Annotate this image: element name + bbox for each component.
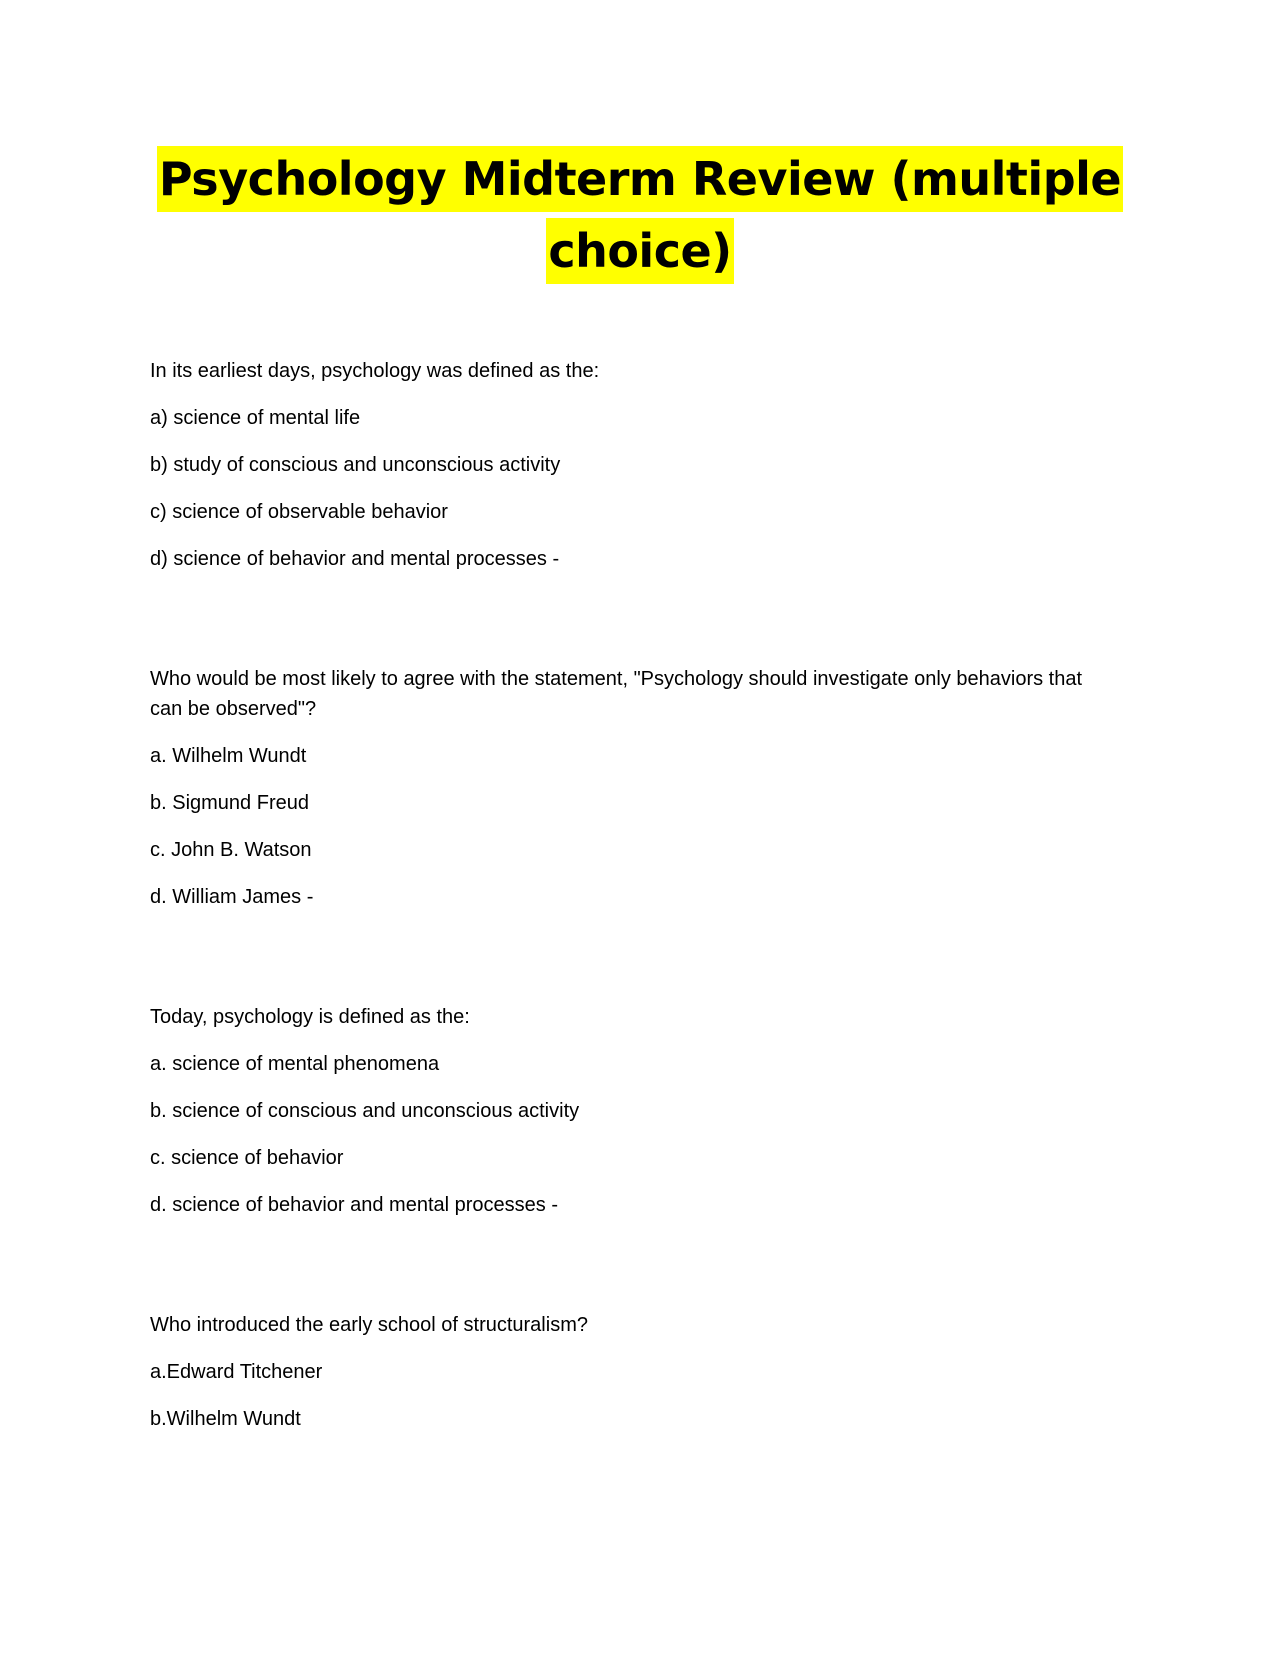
answer-option-d: d. William James - <box>150 886 314 908</box>
answer-option-c: c. John B. Watson <box>150 839 312 861</box>
answer-option-d: d) science of behavior and mental processes - <box>150 548 560 570</box>
answer-option-a: a) science of mental life <box>150 407 361 429</box>
question-text: In its earliest days, psychology was defined as the: <box>150 360 600 382</box>
title-line-2: choice) <box>546 218 733 284</box>
question-4 <box>150 1310 1110 1434</box>
question-3 <box>150 1002 1110 1220</box>
answer-option-d: d. science of behavior and mental processes - <box>150 1194 558 1216</box>
answer-option-c: c. science of behavior <box>150 1147 344 1169</box>
answer-option-a: a.Edward Titchener <box>150 1361 323 1383</box>
question-text: Today, psychology is defined as the: <box>150 1006 470 1028</box>
question-text: Who introduced the early school of structuralism? <box>150 1314 588 1336</box>
questions-list <box>150 356 1110 1451</box>
answer-option-b: b. Sigmund Freud <box>150 792 309 814</box>
question-text: Who would be most likely to agree with the statement, "Psychology should investigate only behaviors that can be observed"? <box>150 668 1083 720</box>
question-1 <box>150 356 1110 574</box>
answer-option-a: a. science of mental phenomena <box>150 1053 440 1075</box>
answer-option-a: a. Wilhelm Wundt <box>150 745 307 767</box>
answer-option-b: b) study of conscious and unconscious activity <box>150 454 561 476</box>
answer-option-b: b.Wilhelm Wundt <box>150 1408 301 1430</box>
answer-option-b: b. science of conscious and unconscious activity <box>150 1100 580 1122</box>
answer-option-c: c) science of observable behavior <box>150 501 448 523</box>
document-title <box>150 146 1130 284</box>
question-2 <box>150 664 1110 912</box>
title-line-1: Psychology Midterm Review (multiple <box>157 146 1123 212</box>
